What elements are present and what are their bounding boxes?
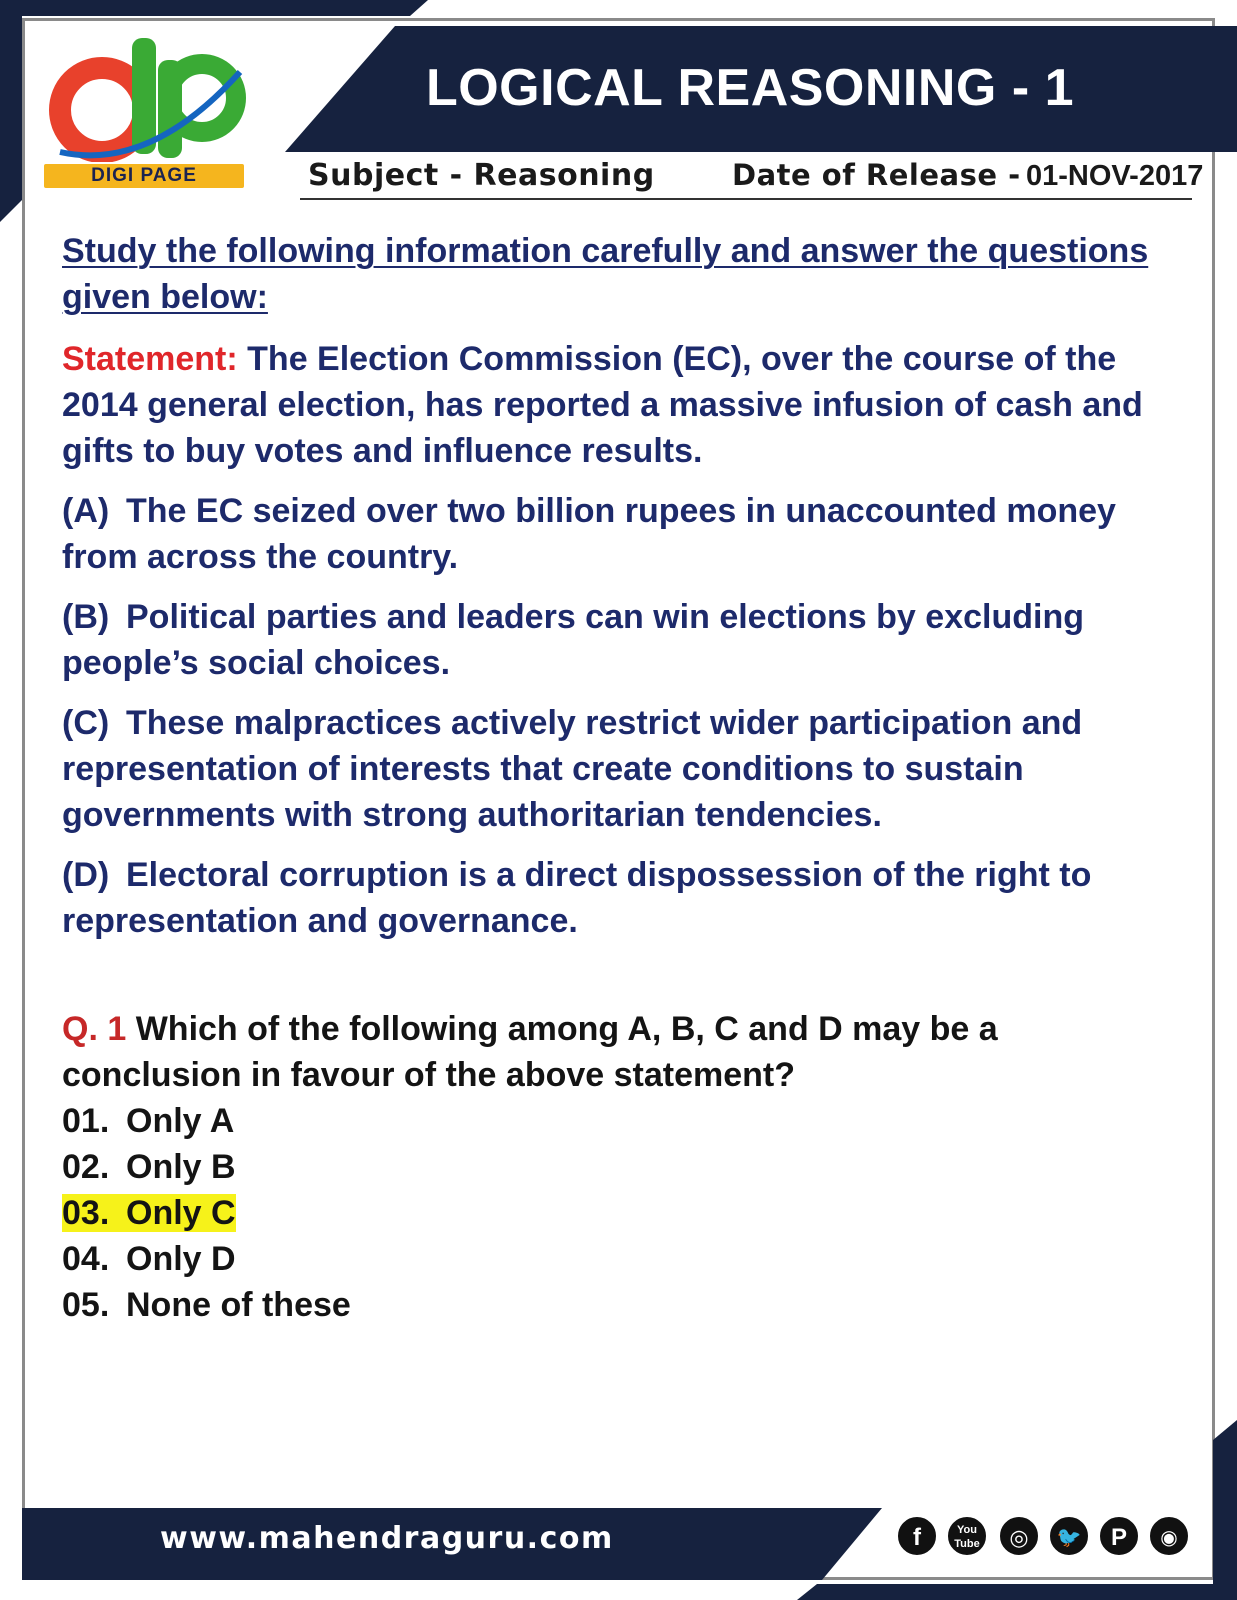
option-label: (D) bbox=[62, 856, 110, 894]
date-of-release-label: Date of Release - bbox=[732, 158, 1021, 192]
instagram-icon[interactable]: ◎ bbox=[998, 1515, 1040, 1557]
subject-label: Subject - Reasoning bbox=[308, 158, 655, 193]
option-label: (A) bbox=[62, 492, 110, 530]
option-label: (B) bbox=[62, 598, 110, 636]
option-b bbox=[62, 594, 1182, 686]
question-1 bbox=[62, 1006, 1182, 1098]
answer-number: 04. bbox=[62, 1240, 110, 1278]
question-number: Q. 1 bbox=[62, 1010, 127, 1048]
answer-number: 05. bbox=[62, 1286, 110, 1324]
logo-tag: DIGI PAGE bbox=[44, 164, 244, 188]
option-c bbox=[62, 700, 1182, 838]
answer-number: 03. bbox=[62, 1194, 110, 1232]
answer-choice bbox=[62, 1144, 1182, 1190]
question-text: Which of the following among A, B, C and D may be a conclusion in favour of the above statement? bbox=[62, 1010, 998, 1094]
header-divider bbox=[300, 198, 1192, 200]
answer-text: Only B bbox=[126, 1148, 236, 1186]
answer-text: Only C bbox=[126, 1194, 236, 1232]
correct-answer-highlight bbox=[62, 1194, 236, 1232]
facebook-icon[interactable]: f bbox=[896, 1515, 938, 1557]
release-date: 01-NOV-2017 bbox=[1026, 160, 1204, 192]
option-text: Political parties and leaders can win elections by excluding people’s social choices. bbox=[62, 598, 1084, 682]
question-content bbox=[62, 228, 1182, 1328]
option-text: These malpractices actively restrict wider participation and representation of interests that create conditions to sustain governments with strong authoritarian tendencies. bbox=[62, 704, 1083, 834]
option-a bbox=[62, 488, 1182, 580]
answer-text: Only A bbox=[126, 1102, 235, 1140]
answer-choice bbox=[62, 1236, 1182, 1282]
page-title: LOGICAL REASONING - 1 bbox=[425, 59, 1075, 117]
twitter-icon[interactable]: 🐦 bbox=[1048, 1515, 1090, 1557]
pinterest-icon[interactable]: P bbox=[1098, 1515, 1140, 1557]
option-label: (C) bbox=[62, 704, 110, 742]
youtube-icon[interactable]: You Tube bbox=[946, 1515, 988, 1557]
option-text: Electoral corruption is a direct dispossession of the right to representation and governance. bbox=[62, 856, 1092, 940]
statement-text: The Election Commission (EC), over the course of the 2014 general election, has reported a massive infusion of cash and gifts to buy votes and influence results. bbox=[62, 340, 1143, 470]
answer-choice-highlighted bbox=[62, 1190, 1182, 1236]
website-link[interactable]: www.mahendraguru.com bbox=[160, 1521, 614, 1556]
digi-page-logo bbox=[40, 32, 250, 162]
answer-choice bbox=[62, 1098, 1182, 1144]
instruction-text: Study the following information carefully and answer the questions given below: bbox=[62, 232, 1149, 316]
statement bbox=[62, 336, 1182, 474]
option-d bbox=[62, 852, 1182, 944]
option-text: The EC seized over two billion rupees in unaccounted money from across the country. bbox=[62, 492, 1116, 576]
android-icon[interactable]: ◉ bbox=[1148, 1515, 1190, 1557]
answer-choice bbox=[62, 1282, 1182, 1328]
answer-text: Only D bbox=[126, 1240, 236, 1278]
answer-text: None of these bbox=[126, 1286, 351, 1324]
statement-label: Statement: bbox=[62, 340, 238, 378]
answer-number: 01. bbox=[62, 1102, 110, 1140]
answer-number: 02. bbox=[62, 1148, 110, 1186]
